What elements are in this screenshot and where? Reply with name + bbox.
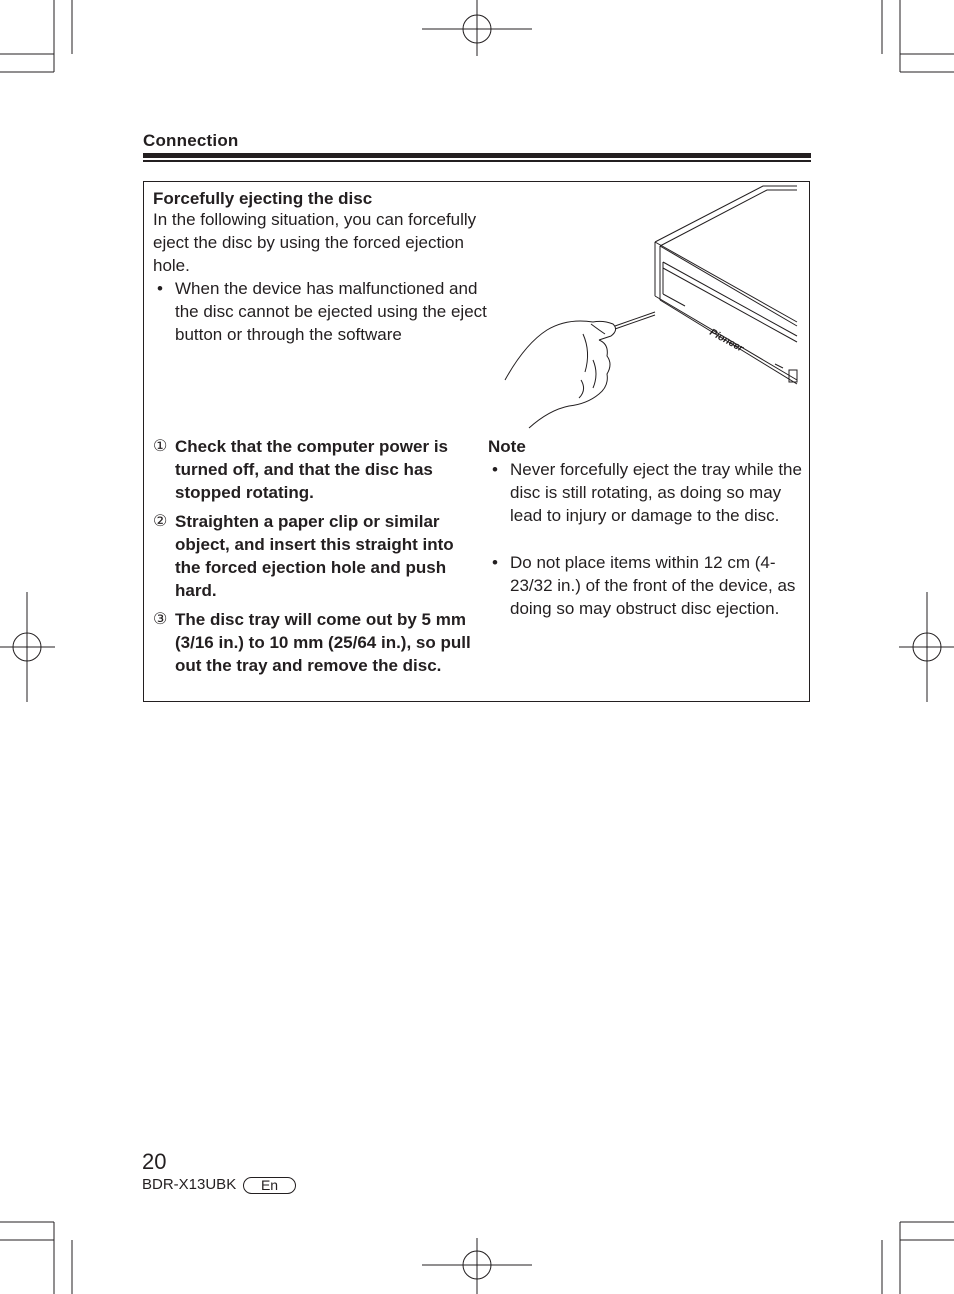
- note-text: Do not place items within 12 cm (4-23/32 in.) of the front of the device, as doing so may obstruct disc ejection.: [510, 553, 796, 618]
- step-text: Straighten a paper clip or similar object, and insert this straight into the forced ejection hole and push hard.: [175, 512, 454, 600]
- step-3: [153, 608, 473, 677]
- page-number: 20: [142, 1149, 167, 1174]
- steps-list: [153, 435, 473, 683]
- step-number: ③: [153, 611, 168, 628]
- step-1: [153, 435, 473, 504]
- intro-paragraph: In the following situation, you can forcefully eject the disc by using the forced ejection hole.: [153, 210, 477, 275]
- model-name: BDR-X13UBK: [142, 1176, 237, 1193]
- note-item: [488, 551, 803, 621]
- situation-list-item: [153, 277, 503, 347]
- brand-logo: Pioneer: [707, 327, 745, 355]
- step-text: The disc tray will come out by 5 mm (3/16 in.) to 10 mm (25/64 in.), so pull out the tray and remove the disc.: [175, 610, 471, 675]
- note-heading: Note: [488, 437, 526, 456]
- situation-text: When the device has malfunctioned and the disc cannot be ejected using the eject button or through the software: [175, 279, 487, 344]
- step-number: ①: [153, 438, 168, 455]
- step-text: Check that the computer power is turned off, and that the disc has stopped rotating.: [175, 437, 448, 502]
- header-rule-thick: [143, 153, 811, 158]
- note-text: Never forcefully eject the tray while the disc is still rotating, as doing so may lead to injury or damage to the disc.: [510, 460, 802, 525]
- bullet-icon: •: [492, 460, 498, 479]
- section-title: Connection: [143, 131, 239, 150]
- step-number: ②: [153, 513, 168, 530]
- bullet-icon: •: [157, 279, 163, 298]
- language-badge: En: [243, 1177, 296, 1194]
- header-rule-thin: [143, 160, 811, 162]
- bullet-icon: •: [492, 553, 498, 572]
- forced-eject-illustration: [495, 184, 799, 429]
- step-2: [153, 510, 473, 602]
- note-item: [488, 458, 803, 550]
- panel-title: Forcefully ejecting the disc: [153, 189, 373, 208]
